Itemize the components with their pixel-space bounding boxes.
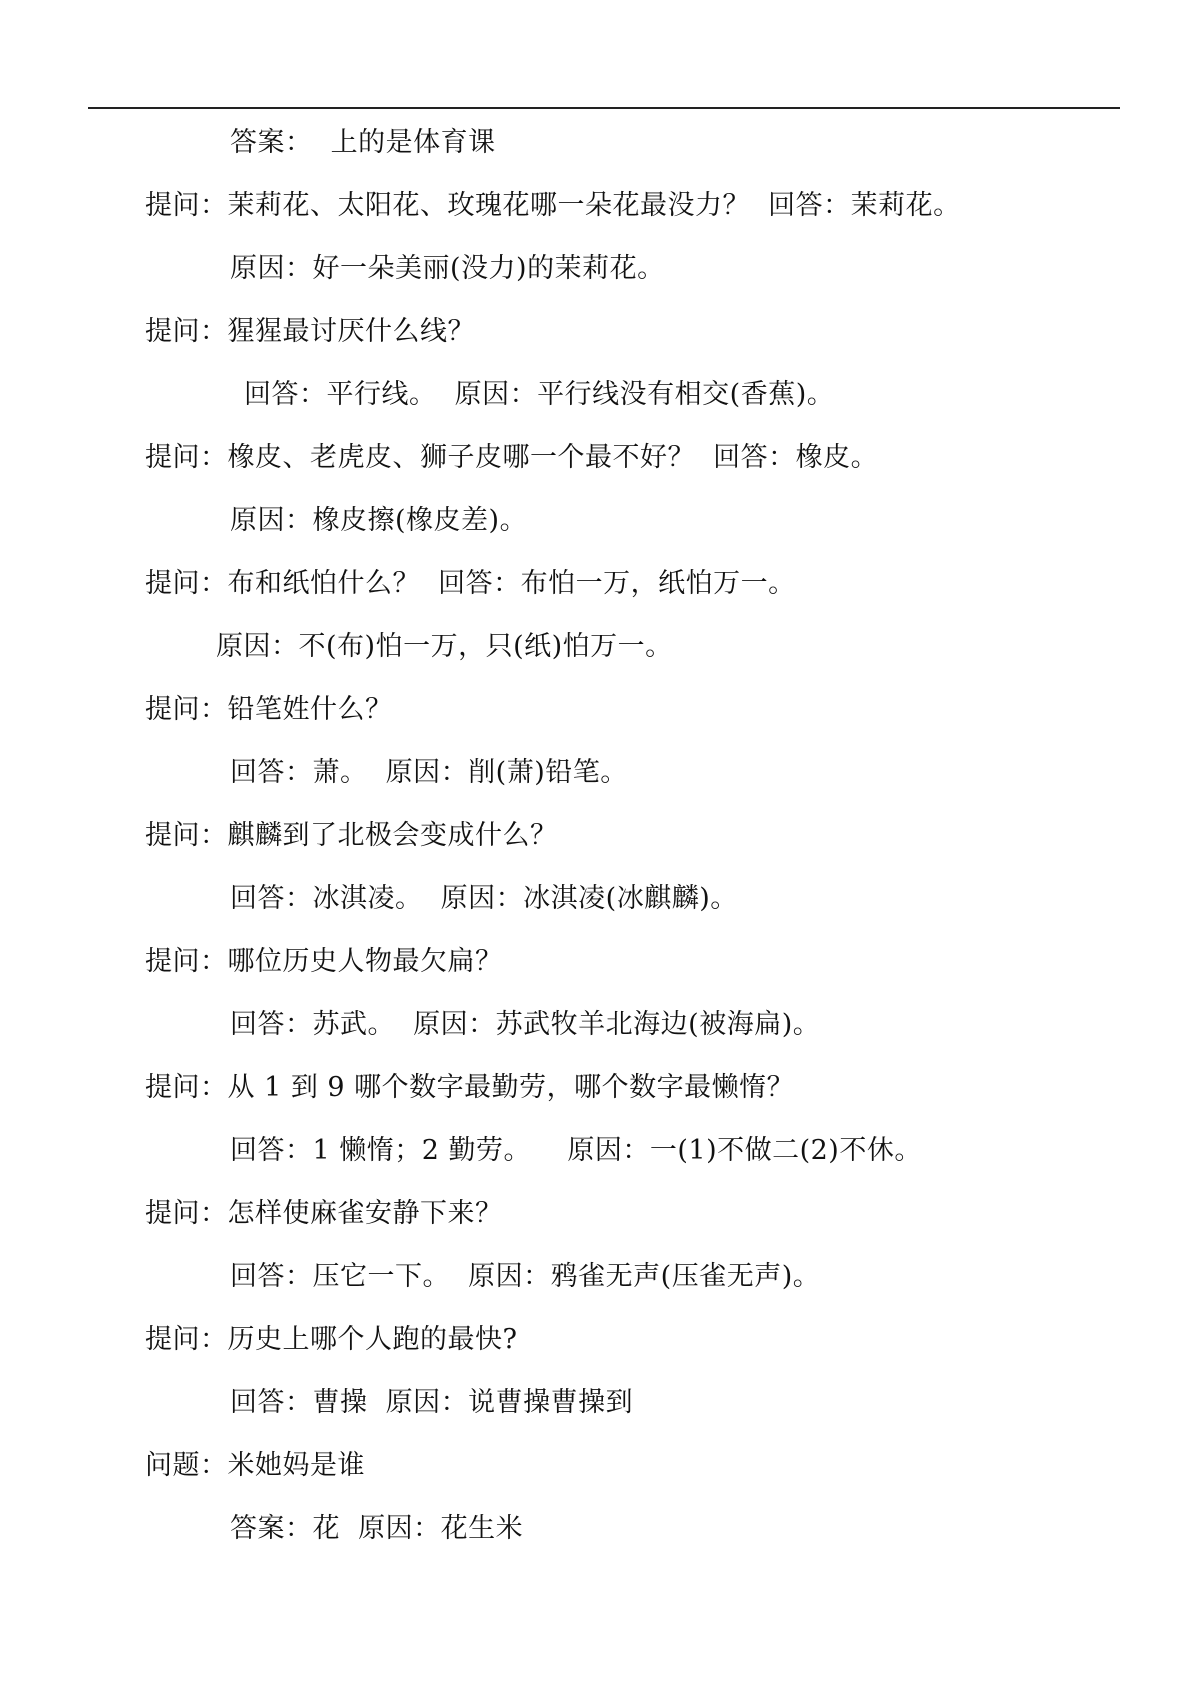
answer-reason-line: 回答：压它一下。 原因：鸦雀无声(压雀无声)。 [230, 1261, 821, 1292]
answer-reason-line: 回答：曹操 原因：说曹操曹操到 [230, 1387, 634, 1418]
question-line: 提问：猩猩最讨厌什么线？ [145, 316, 475, 347]
header-rule [88, 107, 1120, 109]
question-line: 提问：茉莉花、太阳花、玫瑰花哪一朵花最没力？ 回答：茉莉花。 [145, 190, 961, 221]
reason-line: 原因：橡皮擦(橡皮差)。 [230, 505, 528, 536]
reason-line: 原因：好一朵美丽(没力)的茉莉花。 [230, 253, 665, 284]
question-line: 问题：米她妈是谁 [145, 1450, 365, 1481]
answer-reason-line: 回答：萧。 原因：削(萧)铅笔。 [230, 757, 628, 788]
question-line: 提问：历史上哪个人跑的最快? [145, 1324, 518, 1355]
question-line: 提问：怎样使麻雀安静下来？ [145, 1198, 503, 1229]
answer-reason-line: 回答：1 懒惰；2 勤劳。 原因：一(1)不做二(2)不休。 [230, 1135, 922, 1166]
question-line: 提问：哪位历史人物最欠扁？ [145, 946, 503, 977]
reason-line: 原因：不(布)怕一万，只(纸)怕万一。 [216, 631, 673, 662]
question-line: 提问：麒麟到了北极会变成什么？ [145, 820, 558, 851]
question-line: 提问：橡皮、老虎皮、狮子皮哪一个最不好？ 回答：橡皮。 [145, 442, 879, 473]
answer-reason-line: 回答：苏武。 原因：苏武牧羊北海边(被海扁)。 [230, 1009, 821, 1040]
answer-line: 答案： 上的是体育课 [230, 127, 496, 158]
question-line: 提问：布和纸怕什么？ 回答：布怕一万，纸怕万一。 [145, 568, 796, 599]
question-line: 提问：铅笔姓什么？ [145, 694, 393, 725]
answer-reason-line: 回答：平行线。 原因：平行线没有相交(香蕉)。 [244, 379, 835, 410]
answer-reason-line: 回答：冰淇凌。 原因：冰淇凌(冰麒麟)。 [230, 883, 738, 914]
answer-reason-line: 答案：花 原因：花生米 [230, 1513, 524, 1544]
question-line: 提问：从 1 到 9 哪个数字最勤劳，哪个数字最懒惰？ [145, 1072, 795, 1103]
